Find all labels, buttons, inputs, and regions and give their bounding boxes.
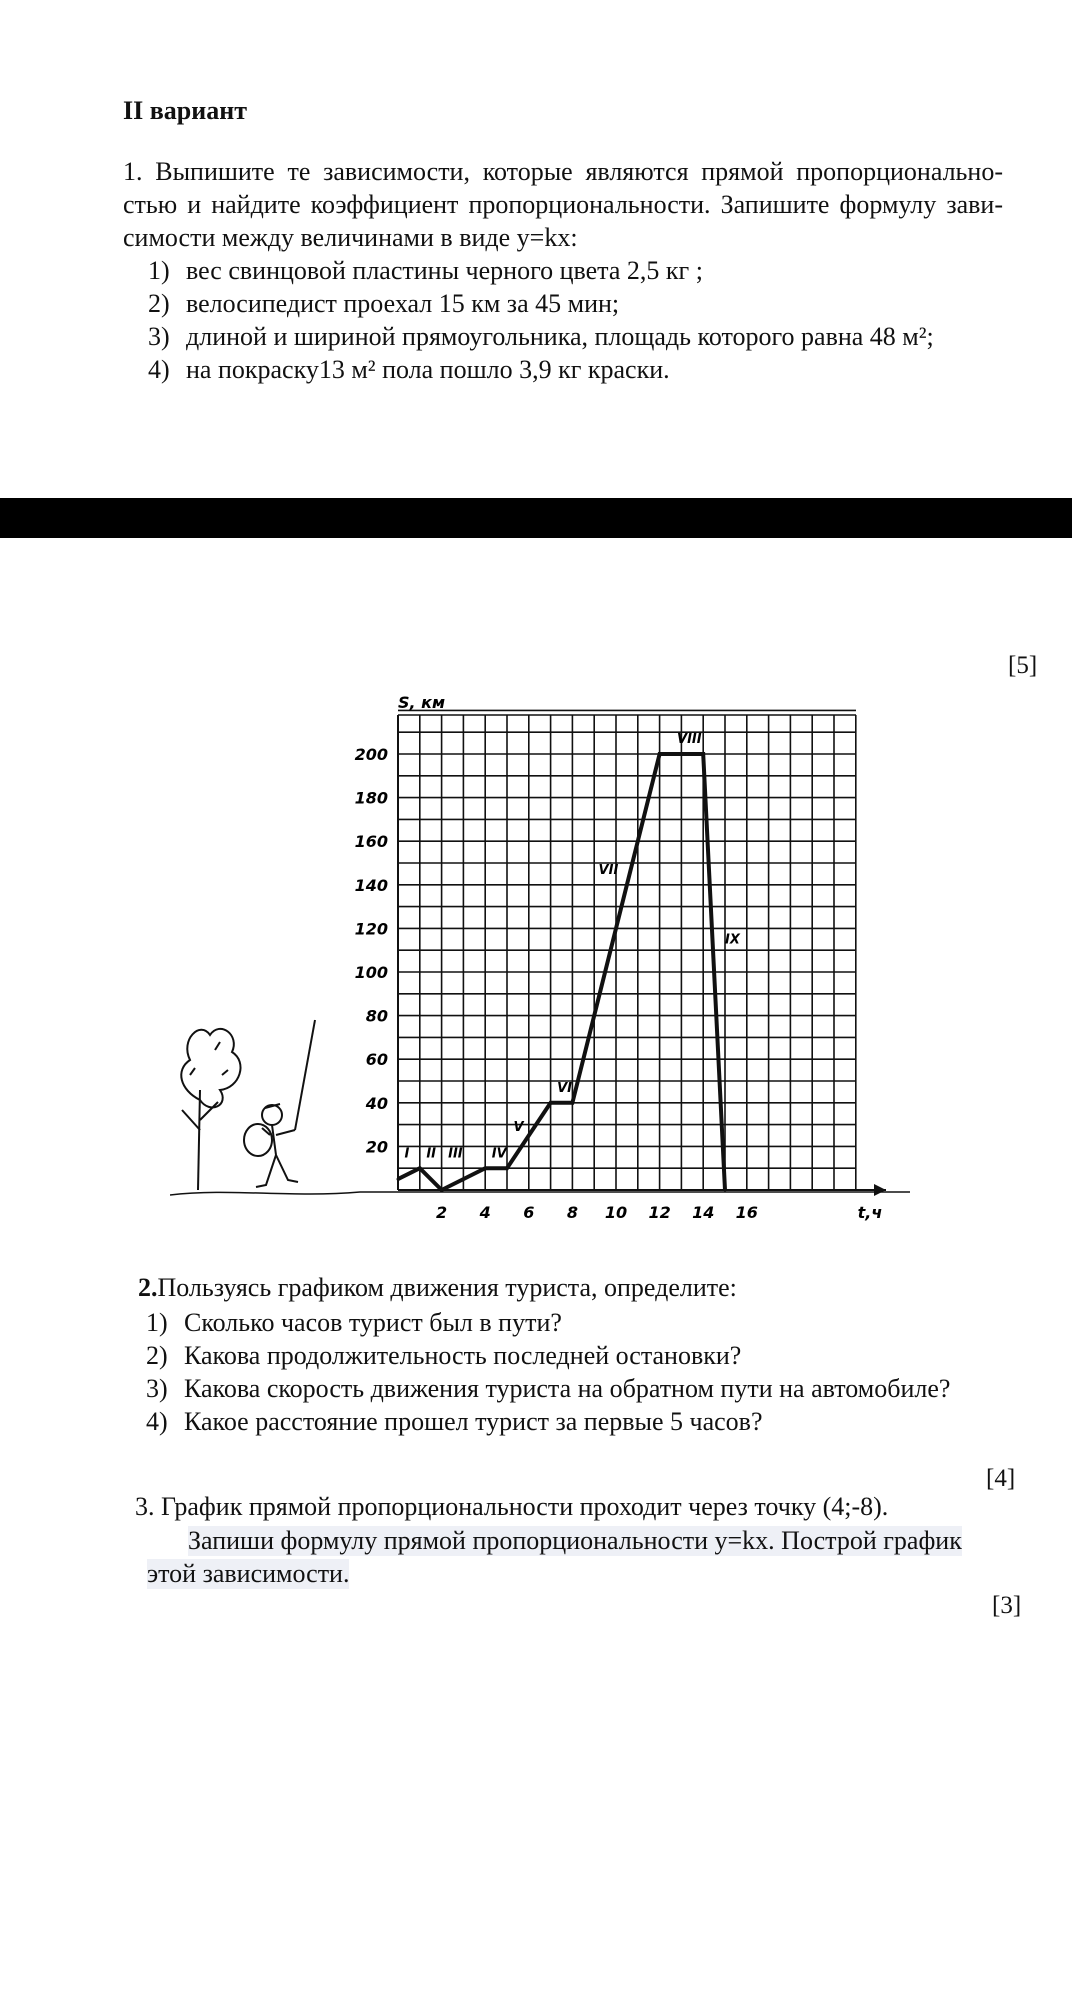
y-tick-label: 100: [354, 963, 388, 982]
segment-label: VIII: [677, 732, 702, 748]
data-point: [571, 1101, 574, 1104]
x-tick-label: 6: [523, 1203, 535, 1222]
data-point: [440, 1189, 443, 1192]
y-tick-label: 160: [354, 832, 388, 852]
y-axis-label: S, км: [398, 693, 446, 712]
data-point: [484, 1167, 487, 1170]
list-item: 4) на покраску13 м² пола пошло 3,9 кг краски.: [148, 355, 670, 384]
x-tick-label: 10: [604, 1203, 628, 1222]
variant-title: II вариант: [123, 96, 247, 125]
chart-svg: [170, 690, 910, 1250]
score-q3: [3]: [992, 1592, 1022, 1619]
x-tick-label: 4: [479, 1203, 491, 1222]
y-tick-label: 200: [354, 745, 388, 764]
black-divider-band: [0, 498, 1072, 538]
data-point: [527, 1134, 530, 1137]
data-point: [418, 1167, 421, 1170]
y-tick-label: 20: [365, 1137, 388, 1157]
x-tick-label: 12: [648, 1203, 671, 1222]
y-tick-label: 180: [354, 788, 388, 808]
data-point: [397, 1178, 400, 1181]
data-point: [724, 1189, 727, 1192]
data-point: [658, 753, 661, 756]
question-1-list: [148, 254, 934, 386]
chart-grid: [398, 710, 856, 1190]
data-point: [506, 1167, 509, 1170]
data-point: [702, 753, 705, 756]
x-axis-arrow: [874, 1184, 886, 1196]
list-item: 1) вес свинцовой пластины черного цвета 2,5 кг ;: [148, 256, 703, 285]
question-1-text: 1. Выпишите те зависимости, которые являются прямой пропорционально-стью и найдите коэффициент пропорциональности. Запишите формулу зави-симости между величинами в виде y=kx:: [123, 157, 1003, 252]
question-3-line-3: этой зависимости.: [147, 1559, 350, 1588]
tree-icon: [181, 1029, 240, 1190]
y-tick-label: 60: [365, 1050, 388, 1070]
list-item: 3) Какова скорость движения туриста на обратном пути на автомобиле?: [146, 1374, 951, 1403]
segment-label: III: [448, 1146, 463, 1162]
list-item: 2) велосипедист проехал 15 км за 45 мин;: [148, 289, 620, 318]
x-axis-label: t,ч: [857, 1203, 883, 1222]
data-point: [549, 1101, 552, 1104]
ground-line: [170, 1192, 910, 1195]
segment-label: IX: [725, 932, 740, 948]
segment-label: IV: [491, 1146, 507, 1162]
segment-label: VI: [557, 1080, 573, 1096]
y-tick-label: 80: [365, 1006, 388, 1026]
x-tick-label: 14: [692, 1203, 715, 1222]
list-item: 2) Какова продолжительность последней остановки?: [146, 1341, 742, 1370]
x-tick-label: 2: [436, 1203, 448, 1222]
y-tick-label: 120: [354, 919, 388, 939]
segment-label: I: [404, 1146, 410, 1162]
x-tick-label: 16: [735, 1203, 758, 1222]
x-tick-label: 8: [566, 1203, 578, 1222]
question-2-title: 2.Пользуясь графиком движения туриста, определите:: [138, 1273, 737, 1302]
score-q1: [5]: [1008, 652, 1038, 679]
motion-chart: [170, 690, 910, 1250]
segment-label: V: [513, 1120, 524, 1136]
segment-label: VII: [598, 862, 619, 878]
list-item: 1) Сколько часов турист был в пути?: [146, 1308, 562, 1337]
list-item: 4) Какое расстояние прошел турист за первые 5 часов?: [146, 1407, 763, 1436]
score-q2: [4]: [986, 1465, 1016, 1492]
y-tick-label: 140: [354, 875, 388, 895]
list-item: 3) длиной и шириной прямоугольника, площадь которого равна 48 м²;: [148, 322, 934, 351]
segment-label: II: [426, 1146, 437, 1162]
y-tick-label: 40: [365, 1093, 388, 1113]
question-3-line-1: 3. График прямой пропорциональности проходит через точку (4;-8).: [135, 1492, 889, 1521]
question-3-line-2: Запиши формулу прямой пропорциональности y=kx. Построй график: [188, 1526, 962, 1555]
tourist-icon: [244, 1020, 315, 1187]
question-2-list: [146, 1306, 950, 1438]
